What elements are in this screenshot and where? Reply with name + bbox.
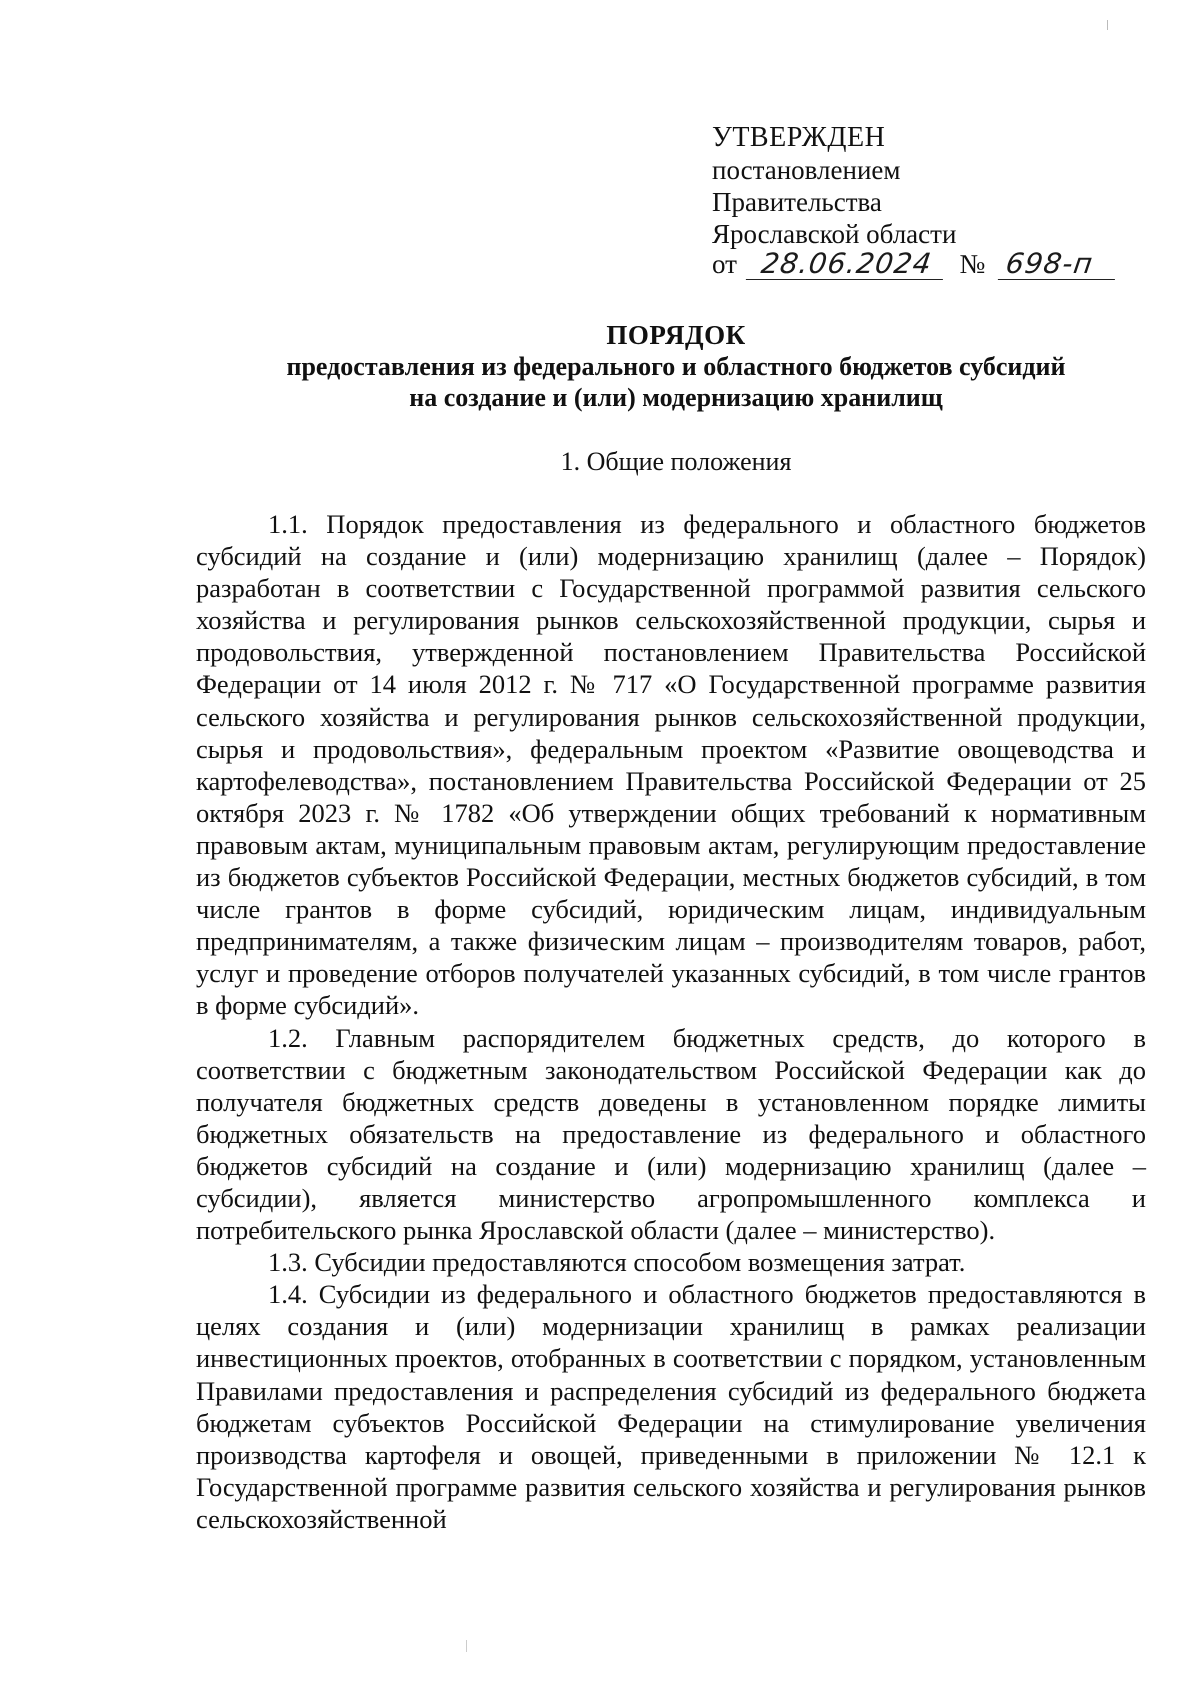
approval-line-decree: постановлением: [712, 155, 901, 185]
number-prefix: №: [959, 249, 986, 279]
approval-stamp-block: [712, 122, 1117, 280]
section-heading: 1. Общие положения: [560, 447, 792, 476]
approval-line-region: Ярославской области: [712, 219, 957, 249]
scan-mark: [1107, 20, 1108, 30]
scan-mark-bottom: [466, 1640, 467, 1652]
document-body: [196, 508, 1146, 1535]
paragraph-1-3: 1.3. Субсидии предоставляются способом возмещения затрат.: [268, 1247, 966, 1278]
approval-date-number-line: [712, 248, 1117, 280]
approval-title: УТВЕРЖДЕН: [712, 122, 886, 153]
document-title: ПОРЯДОК: [606, 320, 746, 350]
paragraph-1-1: 1.1. Порядок предоставления из федерального и областного бюджетов субсидий на создание и (или) модернизацию хранилищ (далее – Порядок) разработан в соответствии с Государственной программой развития сельского хозяйства и регулирования рынков сельскохозяйственной продукции, сырья и продовольствия, утвержденной постановлением Правительства Российской Федерации от 14 июля 2012 г. № 717 «О Государственной программе развития сельского хозяйства и регулирования рынков сельскохозяйственной продукции, сырья и продовольствия», федеральным проектом «Развитие овощеводства и картофелеводства», постановлением Правительства Российской Федерации от 25 октября 2023 г. № 1782 «Об утверждении общих требований к нормативным правовым актам, муниципальным правовым актам, регулирующим предоставление из бюджетов субъектов Российской Федерации, местных бюджетов субсидий, в том числе грантов в форме субсидий, юридическим лицам, индивидуальным предпринимателям, а также физическим лицам – производителям товаров, работ, услуг и проведение отборов получателей указанных субсидий, в том числе грантов в форме субсидий».: [196, 509, 1146, 1021]
document-title-block: [196, 320, 1156, 413]
document-subtitle-line-2: на создание и (или) модернизацию хранилищ: [409, 383, 943, 412]
paragraph-1-2: 1.2. Главным распорядителем бюджетных средств, до которого в соответствии с бюджетным законодательством Российской Федерации как до получателя бюджетных средств доведены в установленном порядке лимиты бюджетных обязательств на предоставление из федерального и областного бюджетов субсидий на создание и (или) модернизацию хранилищ (далее – субсидии), является министерство агропромышленного комплекса и потребительского рынка Ярославской области (далее – министерство).: [196, 1022, 1146, 1246]
paragraph-1-4: 1.4. Субсидии из федерального и областного бюджетов предоставляются в целях создания и (или) модернизации хранилищ в рамках реализации инвестиционных проектов, отобранных в соответствии с порядком, установленным Правилами предоставления и распределения субсидий из федерального бюджета бюджетам субъектов Российской Федерации на стимулирование увеличения производства картофеля и овощей, приведенными в приложении № 12.1 к Государственной программе развития сельского хозяйства и регулирования рынков сельскохозяйственной: [196, 1279, 1146, 1534]
approval-line-government: Правительства: [712, 187, 882, 217]
document-subtitle-line-1: предоставления из федерального и областного бюджетов субсидий: [286, 352, 1066, 381]
handwritten-number: 698-п: [998, 249, 1119, 280]
handwritten-date: 28.06.2024: [746, 249, 947, 280]
date-prefix: от: [712, 249, 737, 279]
